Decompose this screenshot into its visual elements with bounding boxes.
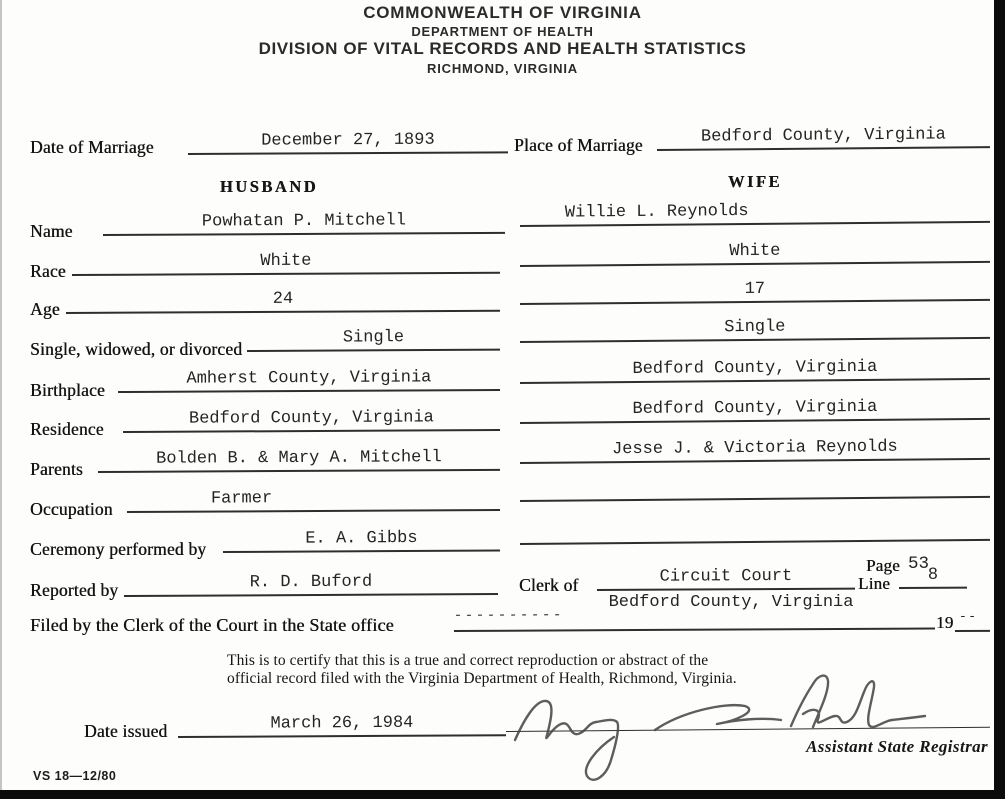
field-line-age-husband: [66, 286, 500, 314]
header-department: DEPARTMENT OF HEALTH: [411, 24, 594, 39]
field-label-name: Name: [30, 221, 73, 241]
filed-line: [454, 603, 935, 632]
registrar-signature-icon: [485, 660, 1005, 790]
field-line-parents-wife: [520, 434, 990, 464]
field-value-occupation-husband: Farmer: [210, 489, 273, 509]
field-value-parents-husband: Bolden B. & Mary A. Mitchell: [156, 448, 442, 469]
filed-value: ----------: [453, 607, 564, 625]
field-line-ceremony-wife: [520, 515, 990, 545]
reported-by-label: Reported by: [30, 580, 119, 600]
certification-text-line2: official record filed with the Virginia Department of Health, Richmond, Virginia.: [227, 670, 737, 687]
field-value-race-wife: White: [729, 241, 781, 262]
field-line-race-husband: [72, 248, 500, 276]
clerk-of-line: [597, 564, 855, 591]
header-city: RICHMOND, VIRGINIA: [427, 61, 578, 76]
line-number-line: [899, 563, 967, 589]
place-of-marriage-line: [657, 122, 990, 151]
registrar-title: Assistant State Registrar: [806, 737, 988, 756]
date-issued-label: Date issued: [84, 721, 168, 741]
field-value-residence-husband: Bedford County, Virginia: [188, 408, 434, 429]
field-line-marital-status-wife: [520, 313, 990, 343]
field-label-ceremony: Ceremony performed by: [30, 539, 207, 559]
scan-edge-bottom: [0, 790, 1005, 799]
field-value-residence-wife: Bedford County, Virginia: [632, 397, 878, 420]
page-value: 53: [908, 554, 930, 574]
page-label: Page: [866, 556, 900, 575]
date-issued-line: [178, 710, 506, 738]
line-label: Line: [858, 574, 890, 593]
field-line-residence-wife: [520, 394, 990, 424]
field-line-name-husband: [103, 208, 505, 236]
clerk-of-value-line1: Circuit Court: [659, 566, 793, 587]
place-of-marriage-label: Place of Marriage: [514, 135, 643, 155]
field-label-age: Age: [30, 299, 60, 319]
date-issued-value: March 26, 1984: [270, 713, 414, 734]
date-of-marriage-line: [188, 127, 508, 155]
field-line-name-wife: [520, 197, 990, 227]
field-line-age-wife: [520, 275, 990, 305]
field-line-birthplace-wife: [520, 354, 990, 384]
field-label-residence: Residence: [30, 419, 104, 439]
field-value-age-husband: 24: [272, 289, 294, 309]
field-value-birthplace-wife: Bedford County, Virginia: [632, 357, 878, 380]
field-line-occupation-wife: [520, 472, 990, 502]
field-value-parents-wife: Jesse J. & Victoria Reynolds: [611, 437, 898, 460]
header-commonwealth: COMMONWEALTH OF VIRGINIA: [363, 3, 642, 22]
field-value-marital-status-husband: Single: [342, 328, 405, 348]
field-line-ceremony-husband: [223, 526, 500, 553]
field-line-marital-status-husband: [247, 325, 500, 352]
field-value-name-husband: Powhatan P. Mitchell: [201, 211, 406, 232]
clerk-of-label: Clerk of: [519, 575, 579, 595]
field-line-residence-husband: [123, 405, 500, 433]
field-line-race-wife: [520, 237, 990, 267]
field-label-parents: Parents: [30, 459, 83, 479]
reported-by-line: [124, 569, 498, 597]
reported-by-value: R. D. Buford: [249, 572, 373, 593]
field-line-birthplace-husband: [118, 365, 500, 393]
clerk-of-value-line2: Bedford County, Virginia: [608, 593, 854, 612]
field-value-ceremony-husband: E. A. Gibbs: [305, 528, 418, 549]
filed-label: Filed by the Clerk of the Court in the State office: [30, 615, 394, 635]
filed-year-line: [955, 606, 990, 632]
field-value-race-husband: White: [260, 251, 312, 272]
field-label-occupation: Occupation: [30, 499, 113, 519]
filed-year-prefix: 19: [936, 613, 954, 632]
date-of-marriage-value: December 27, 1893: [261, 130, 435, 151]
wife-column-header: WIFE: [727, 172, 782, 191]
field-label-birthplace: Birthplace: [30, 380, 105, 400]
place-of-marriage-value: Bedford County, Virginia: [700, 125, 946, 147]
field-label-marital-status: Single, widowed, or divorced: [30, 339, 243, 359]
field-value-age-wife: 17: [744, 279, 766, 300]
field-value-name-wife: Willie L. Reynolds: [564, 202, 749, 223]
field-value-birthplace-husband: Amherst County, Virginia: [186, 368, 432, 389]
certification-text-line1: This is to certify that this is a true and correct reproduction or abstract of the: [227, 652, 709, 669]
field-value-marital-status-wife: Single: [724, 317, 786, 338]
line-number-value: 8: [927, 565, 939, 585]
date-of-marriage-label: Date of Marriage: [30, 137, 154, 157]
field-label-race: Race: [30, 261, 66, 281]
field-line-occupation-husband: [127, 485, 500, 513]
filed-year-suffix: --: [959, 609, 978, 624]
scan-edge-left: [0, 0, 2, 799]
field-line-parents-husband: [98, 445, 500, 473]
scan-edge-right: [994, 0, 1005, 799]
header-division: DIVISION OF VITAL RECORDS AND HEALTH STATISTICS: [258, 39, 747, 58]
form-number: VS 18—12/80: [33, 769, 117, 783]
husband-column-header: HUSBAND: [219, 177, 319, 196]
